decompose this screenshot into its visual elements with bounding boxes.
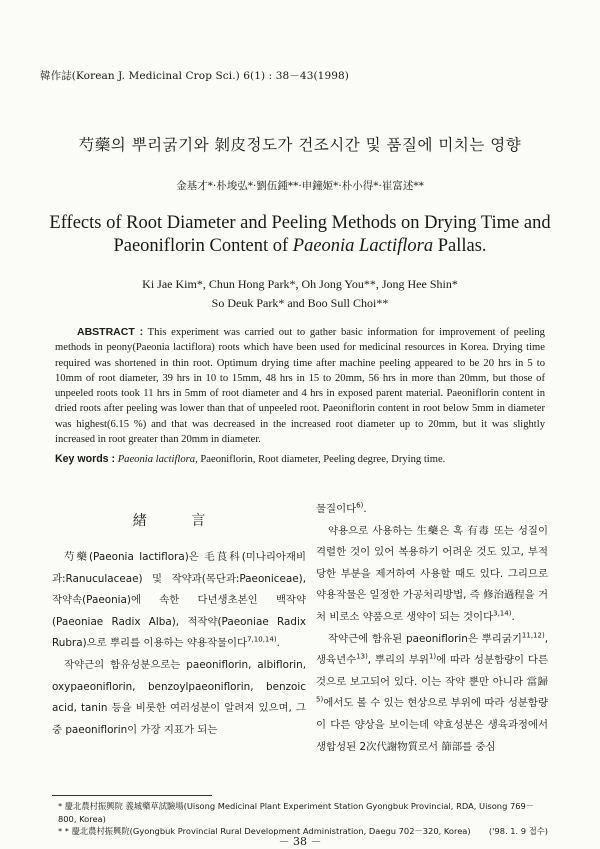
authors-english: [0, 275, 600, 313]
footnote-affiliation-1: * 慶北農村振興院 義城藥草試驗場(Uisong Medicinal Plant Experiment Station Gyongbuk Provincial, RDA, Uisong 769－800, Korea): [58, 801, 535, 824]
paragraph: 작약근에 함유된 paeoniflorin은 뿌리굵기$^{11,12)}$, 생육년수$^{13)}$, 뿌리의 부위$^{1)}$에 따라 성분함량이 다른 것으로 보고되어 있다. 이는 작약 뿐만 아니라 當歸$^{5)}$에서도 볼 수 있는 현상으로 부위에 따라 성분함량이 다른 양상을 보이는데 약효성분은 생육과정에서 생합성된 2次代謝物質로서 篩部를 중심: [316, 631, 548, 753]
paragraph: 물질이다$^{6)}$.: [316, 501, 367, 515]
citation-ref: 3,14): [493, 609, 512, 618]
body-column-left: [52, 547, 306, 741]
abstract-label: ABSTRACT :: [77, 326, 144, 338]
received-date: ('98. 1. 9 접수): [488, 826, 548, 837]
paragraph-text: 작약근의 함유성분으로는 paeoniflorin, albiflorin, oxypaeoniflorin, benzoylpaeoniflorin, benzoic acid, tanin 등을 비롯한 여러성분이 알려져 있으며, 그 중 paeoniflorin이 가장 지표가 되는: [52, 658, 306, 736]
citation-ref: 11,12): [521, 631, 545, 640]
paragraph-text: 작약근에 함유된 paeoniflorin은 뿌리굵기: [328, 632, 522, 645]
page-number: － 38 －: [278, 835, 322, 848]
abstract-text: This experiment was carried out to gather basic information for improvement of peeling methods in peony(Paeonia lactiflora) roots which have been used for medicinal resources in Korea. Drying time required was shortened in thin root. Optimum drying time after machine peeling appeared to be 20 hrs in 5 to 10mm of root diameter, 39 hrs in 10 to 15mm, 48 hrs in 15 to 20mm, 56 hrs in more than 20mm, but those of unpeeled roots took 11 hrs in 5mm of root diameter and 4 hrs in exposed parent material. Paeoniflorin content in dried roots after peeling was lower than that of unpeeled root. Paeoniflorin content in root below 5mm in diameter was highest(6.15 %) and that was decreased in the increased root diameter up to 20mm, but it was slightly increased in root greater than 20mm in diameter.: [55, 327, 545, 446]
journal-citation: 韓作誌(Korean J. Medicinal Crop Sci.) 6(1) : 38－43(1998): [40, 70, 349, 82]
footnote-divider: [52, 795, 212, 796]
authors-english-line2: So Deuk Park* and Boo Sull Choi**: [211, 296, 389, 310]
abstract: [55, 325, 545, 447]
paragraph: [52, 655, 306, 741]
section-heading-introduction: 緖 言: [132, 513, 226, 529]
citation-ref: 6): [356, 501, 364, 510]
title-korean: 芍藥의 뿌리굵기와 剝皮정도가 건조시간 및 품질에 미치는 영향: [78, 136, 522, 154]
keywords-list: Paeoniflorin, Root diameter, Peeling degree, Drying time.: [197, 454, 446, 465]
citation-ref: 5): [316, 695, 324, 704]
citation-ref: 1): [428, 652, 437, 661]
title-english-part2: Pallas.: [433, 236, 487, 256]
authors-english-line1: Ki Jae Kim*, Chun Hong Park*, Oh Jong You**, Jong Hee Shin*: [142, 277, 458, 291]
footnote-affiliation-2-text: * * 慶北農村振興院(Gyongbuk Provincial Rural Development Administration, Daegu 702－320, Korea): [58, 826, 471, 837]
citation-ref: 7,10,14): [247, 635, 277, 644]
paragraph-text: 芍藥(Paeonia lactiflora)은 毛茛科(미나리아재비과:Ranuculaceae) 및 작약과(목단과:Paeoniceae), 작약속(Paeonia)에 속한 다년생초본인 백작약(Paeoniae Radix Alba), 적작약(Paeoniae Radix Rubra)으로 뿌리를 이용하는 약용작물이다: [52, 551, 306, 650]
paragraph-text: , 뿌리의 부위: [367, 654, 429, 667]
paragraph-text: 생육년수: [316, 654, 357, 667]
keyword-species: Paeonia lactiflora,: [117, 454, 198, 465]
paragraph-text: 에서도 볼 수 있는 현상으로 부위에 따라 성분함량이 다른 양상을 보이는데 약효성분은 생육과정에서 생합성된 2次代謝物質로서 篩部를 중심: [316, 697, 548, 753]
paragraph-text: 물질이다: [316, 503, 357, 515]
body-column-right: [316, 499, 548, 758]
title-english-species: Paeonia Lactiflora: [292, 236, 434, 256]
keywords: [55, 453, 545, 465]
paragraph-text: 약용으로 사용하는 生藥은 혹 有毒 또는 성질이 격렬한 것이 있어 복용하기 어려운 것도 있고, 부적당한 부분을 제거하여 사용할 때도 있다. 그리므로 약용작물은 일정한 가공처리방법, 즉 修治過程을 거처 비로소 약품으로 생약이 되는 것이다: [316, 524, 549, 623]
title-english-part1: Effects of Root Diameter and Peeling Methods on Drying Time and Paeoniflorin Content of: [49, 213, 551, 256]
authors-korean: 金基才*·朴埈弘*·劉伍鍾**·申鐘姬*·朴小得*·崔富述**: [176, 180, 424, 192]
paragraph-text: 에 따라 성분함량이 다른 것으로 보고되어 있다. 이는 작약 뿐만 아니라 當歸: [316, 654, 548, 688]
paragraph: 약용으로 사용하는 生藥은 혹 有毒 또는 성질이 격렬한 것이 있어 복용하기 어려운 것도 있고, 부적당한 부분을 제거하여 사용할 때도 있다. 그리므로 약용작물은 일정한 가공처리방법, 즉 修治過程을 거처 비로소 약품으로 생약이 되는 것이다$^{3,14)}$.: [316, 524, 549, 623]
keywords-label: Key words :: [55, 453, 116, 465]
title-english: [30, 212, 570, 258]
citation-ref: 13): [356, 652, 368, 661]
paragraph: 芍藥(Paeonia lactiflora)은 毛茛科(미나리아재비과:Ranuculaceae) 및 작약과(목단과:Paeoniceae), 작약속(Paeonia)에 속한 다년생초본인 백작약(Paeoniae Radix Alba), 적작약(Paeoniae Radix Rubra)으로 뿌리를 이용하는 약용작물이다$^{7,10,14)}$.: [52, 551, 306, 650]
